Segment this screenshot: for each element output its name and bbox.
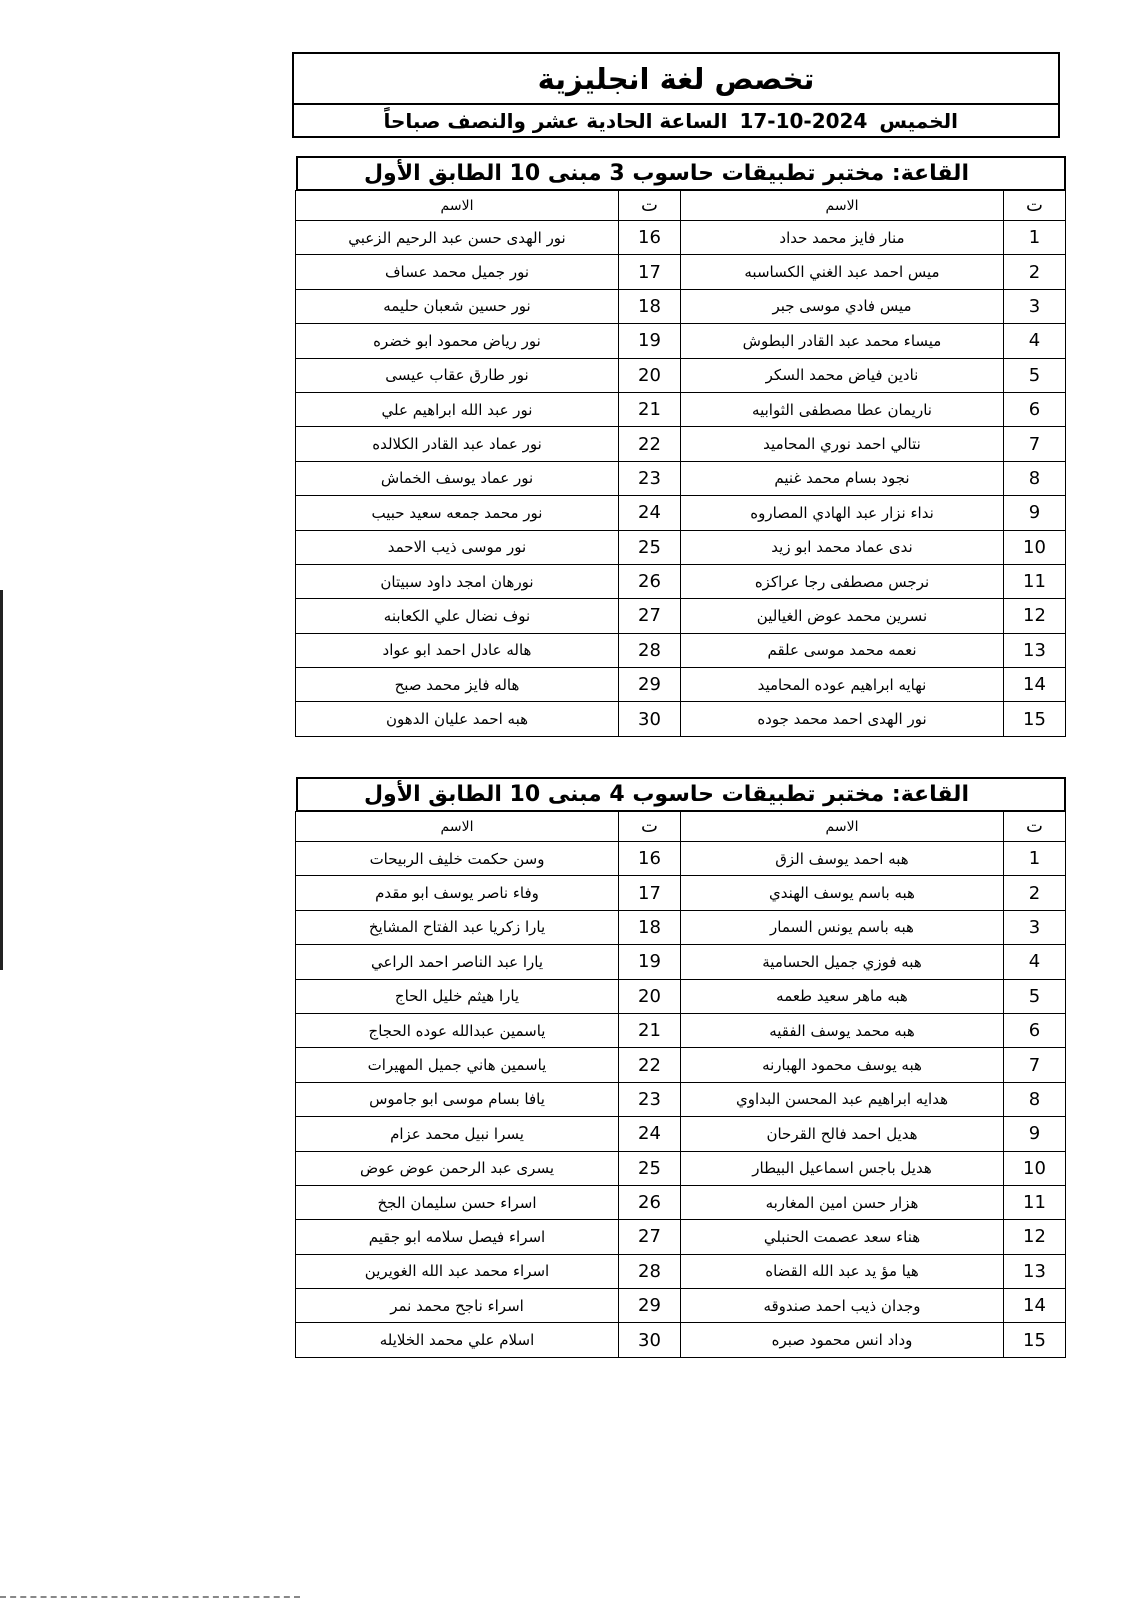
student-number: 10 (1004, 1151, 1066, 1185)
table-row (296, 1117, 1066, 1151)
room-2-rows (296, 842, 1066, 1358)
student-name: يسرى عبد الرحمن عوض عوض (296, 1151, 619, 1185)
student-number: 14 (1004, 668, 1066, 702)
student-number: 19 (619, 324, 681, 358)
student-name: يسرا نبيل محمد عزام (296, 1117, 619, 1151)
table-row (296, 530, 1066, 564)
student-name: هبه باسم يونس السمار (681, 910, 1004, 944)
student-name: اسلام علي محمد الخلايله (296, 1323, 619, 1357)
student-name: نعمه محمد موسى علقم (681, 633, 1004, 667)
student-number: 18 (619, 289, 681, 323)
student-name: ياسمين هاني جميل المهيرات (296, 1048, 619, 1082)
table-row (296, 324, 1066, 358)
student-name: هناء سعد عصمت الحنبلي (681, 1220, 1004, 1254)
student-number: 9 (1004, 496, 1066, 530)
student-name: نور عماد يوسف الخماش (296, 461, 619, 495)
column-header-number: ت (619, 191, 681, 221)
student-number: 1 (1004, 842, 1066, 876)
student-name: ندى عماد محمد ابو زيد (681, 530, 1004, 564)
student-name: نهايه ابراهيم عوده المحاميد (681, 668, 1004, 702)
student-number: 5 (1004, 979, 1066, 1013)
student-name: وفاء ناصر يوسف ابو مقدم (296, 876, 619, 910)
student-number: 30 (619, 702, 681, 736)
room-2-title: القاعة: مختبر تطبيقات حاسوب 4 مبنى 10 الطابق الأول (296, 777, 1066, 811)
table-row (296, 668, 1066, 702)
table-row (296, 1220, 1066, 1254)
student-number: 21 (619, 1013, 681, 1047)
room-2-table (295, 811, 1066, 1358)
student-name: نور الهدى احمد محمد جوده (681, 702, 1004, 736)
student-name: هديل احمد فالح القرحان (681, 1117, 1004, 1151)
room-1-title: القاعة: مختبر تطبيقات حاسوب 3 مبنى 10 الطابق الأول (296, 156, 1066, 190)
table-row (296, 1323, 1066, 1357)
table-row (296, 599, 1066, 633)
column-header-name: الاسم (296, 812, 619, 842)
student-name: هبه باسم يوسف الهندي (681, 876, 1004, 910)
student-name: هبه محمد يوسف الفقيه (681, 1013, 1004, 1047)
student-name: يارا زكريا عبد الفتاح المشايخ (296, 910, 619, 944)
student-number: 6 (1004, 1013, 1066, 1047)
student-name: ميس احمد عبد الغني الكساسبه (681, 255, 1004, 289)
table-header-row (296, 812, 1066, 842)
student-number: 16 (619, 221, 681, 255)
scan-bottom-mark (0, 1594, 300, 1598)
student-number: 22 (619, 1048, 681, 1082)
exam-header (292, 52, 1060, 138)
table-row (296, 221, 1066, 255)
student-number: 26 (619, 1185, 681, 1219)
table-row (296, 358, 1066, 392)
exam-date: 17-10-2024 (739, 108, 868, 133)
student-number: 20 (619, 358, 681, 392)
table-header-row (296, 191, 1066, 221)
student-number: 7 (1004, 427, 1066, 461)
student-number: 8 (1004, 1082, 1066, 1116)
student-name: نادين فياض محمد السكر (681, 358, 1004, 392)
student-number: 15 (1004, 702, 1066, 736)
student-name: هبه يوسف محمود الهبارنه (681, 1048, 1004, 1082)
student-name: نور طارق عقاب عيسى (296, 358, 619, 392)
student-name: نورهان امجد داود سبيتان (296, 564, 619, 598)
student-name: وجدان ذيب احمد صندوقه (681, 1289, 1004, 1323)
student-name: نور محمد جمعه سعيد حبيب (296, 496, 619, 530)
student-number: 30 (619, 1323, 681, 1357)
table-row (296, 910, 1066, 944)
student-number: 25 (619, 530, 681, 564)
student-number: 12 (1004, 1220, 1066, 1254)
student-name: اسراء فيصل سلامه ابو جقيم (296, 1220, 619, 1254)
room-1-section (296, 156, 1066, 737)
table-row (296, 1013, 1066, 1047)
student-number: 23 (619, 461, 681, 495)
student-number: 11 (1004, 564, 1066, 598)
student-name: نور جميل محمد عساف (296, 255, 619, 289)
exam-datetime (294, 105, 1058, 136)
student-name: نور موسى ذيب الاحمد (296, 530, 619, 564)
room-2-section (296, 777, 1066, 1358)
student-number: 28 (619, 1254, 681, 1288)
student-number: 21 (619, 392, 681, 426)
student-name: نور عماد عبد القادر الكلالده (296, 427, 619, 461)
student-number: 20 (619, 979, 681, 1013)
table-row (296, 702, 1066, 736)
student-name: هبه ماهر سعيد طعمه (681, 979, 1004, 1013)
table-row (296, 979, 1066, 1013)
room-1-table (295, 190, 1066, 737)
column-header-number: ت (1004, 191, 1066, 221)
student-number: 14 (1004, 1289, 1066, 1323)
student-name: منار فايز محمد حداد (681, 221, 1004, 255)
student-number: 9 (1004, 1117, 1066, 1151)
student-name: ناريمان عطا مصطفى الثوابيه (681, 392, 1004, 426)
student-name: هبه احمد عليان الدهون (296, 702, 619, 736)
student-name: نور الهدى حسن عبد الرحيم الزعبي (296, 221, 619, 255)
table-row (296, 1048, 1066, 1082)
student-number: 24 (619, 496, 681, 530)
scan-edge-mark (0, 590, 3, 970)
student-name: نتالي احمد نوري المحاميد (681, 427, 1004, 461)
student-number: 17 (619, 255, 681, 289)
student-number: 24 (619, 1117, 681, 1151)
table-row (296, 427, 1066, 461)
student-name: ميساء محمد عبد القادر البطوش (681, 324, 1004, 358)
student-name: نوف نضال علي الكعابنه (296, 599, 619, 633)
student-number: 7 (1004, 1048, 1066, 1082)
student-name: هبه احمد يوسف الزق (681, 842, 1004, 876)
column-header-number: ت (1004, 812, 1066, 842)
student-name: ياسمين عبدالله عوده الحجاج (296, 1013, 619, 1047)
student-number: 3 (1004, 289, 1066, 323)
student-number: 26 (619, 564, 681, 598)
student-number: 1 (1004, 221, 1066, 255)
student-number: 28 (619, 633, 681, 667)
student-number: 18 (619, 910, 681, 944)
table-row (296, 255, 1066, 289)
student-number: 4 (1004, 945, 1066, 979)
student-number: 10 (1004, 530, 1066, 564)
student-number: 29 (619, 668, 681, 702)
column-header-name: الاسم (681, 812, 1004, 842)
column-header-number: ت (619, 812, 681, 842)
student-number: 12 (1004, 599, 1066, 633)
student-name: نور عبد الله ابراهيم علي (296, 392, 619, 426)
room-1-rows (296, 221, 1066, 737)
column-header-name: الاسم (296, 191, 619, 221)
student-name: يارا عبد الناصر احمد الراعي (296, 945, 619, 979)
student-name: هاله فايز محمد صبح (296, 668, 619, 702)
table-row (296, 564, 1066, 598)
table-row (296, 1254, 1066, 1288)
student-number: 11 (1004, 1185, 1066, 1219)
student-name: يافا بسام موسى ابو جاموس (296, 1082, 619, 1116)
table-row (296, 1289, 1066, 1323)
student-number: 6 (1004, 392, 1066, 426)
student-number: 15 (1004, 1323, 1066, 1357)
table-row (296, 1185, 1066, 1219)
student-number: 27 (619, 1220, 681, 1254)
student-name: اسراء حسن سليمان الجخ (296, 1185, 619, 1219)
student-name: وداد انس محمود صبره (681, 1323, 1004, 1357)
table-row (296, 289, 1066, 323)
student-name: وسن حكمت خليف الربيحات (296, 842, 619, 876)
student-number: 4 (1004, 324, 1066, 358)
student-name: اسراء محمد عبد الله الغويرين (296, 1254, 619, 1288)
student-name: هديل باجس اسماعيل البيطار (681, 1151, 1004, 1185)
student-name: نجود بسام محمد غنيم (681, 461, 1004, 495)
page-title: تخصص لغة انجليزية (294, 54, 1058, 105)
student-name: نرجس مصطفى رجا عراكزه (681, 564, 1004, 598)
student-number: 29 (619, 1289, 681, 1323)
student-number: 22 (619, 427, 681, 461)
exam-time: الساعة الحادية عشر والنصف صباحاً (383, 108, 728, 133)
student-name: ميس فادي موسى جبر (681, 289, 1004, 323)
exam-day: الخميس (879, 108, 958, 133)
student-name: اسراء ناجح محمد نمر (296, 1289, 619, 1323)
student-number: 13 (1004, 1254, 1066, 1288)
student-number: 2 (1004, 255, 1066, 289)
student-number: 8 (1004, 461, 1066, 495)
student-name: هدايه ابراهيم عبد المحسن البداوي (681, 1082, 1004, 1116)
table-row (296, 496, 1066, 530)
student-number: 17 (619, 876, 681, 910)
table-row (296, 392, 1066, 426)
table-row (296, 461, 1066, 495)
student-number: 23 (619, 1082, 681, 1116)
student-number: 16 (619, 842, 681, 876)
student-name: نسرين محمد عوض الغيالين (681, 599, 1004, 633)
student-number: 13 (1004, 633, 1066, 667)
student-name: يارا هيثم خليل الحاج (296, 979, 619, 1013)
table-row (296, 876, 1066, 910)
table-row (296, 842, 1066, 876)
student-number: 2 (1004, 876, 1066, 910)
student-number: 19 (619, 945, 681, 979)
table-row (296, 1082, 1066, 1116)
column-header-name: الاسم (681, 191, 1004, 221)
table-row (296, 945, 1066, 979)
student-name: هزار حسن امين المغاربه (681, 1185, 1004, 1219)
student-name: هبه فوزي جميل الحسامية (681, 945, 1004, 979)
student-name: نور حسين شعبان حليمه (296, 289, 619, 323)
student-name: هاله عادل احمد ابو عواد (296, 633, 619, 667)
student-number: 5 (1004, 358, 1066, 392)
student-name: هيا مؤ يد عبد الله القضاه (681, 1254, 1004, 1288)
student-number: 3 (1004, 910, 1066, 944)
student-number: 27 (619, 599, 681, 633)
student-name: نداء نزار عبد الهادي المصاروه (681, 496, 1004, 530)
student-name: نور رياض محمود ابو خضره (296, 324, 619, 358)
student-number: 25 (619, 1151, 681, 1185)
table-row (296, 1151, 1066, 1185)
table-row (296, 633, 1066, 667)
